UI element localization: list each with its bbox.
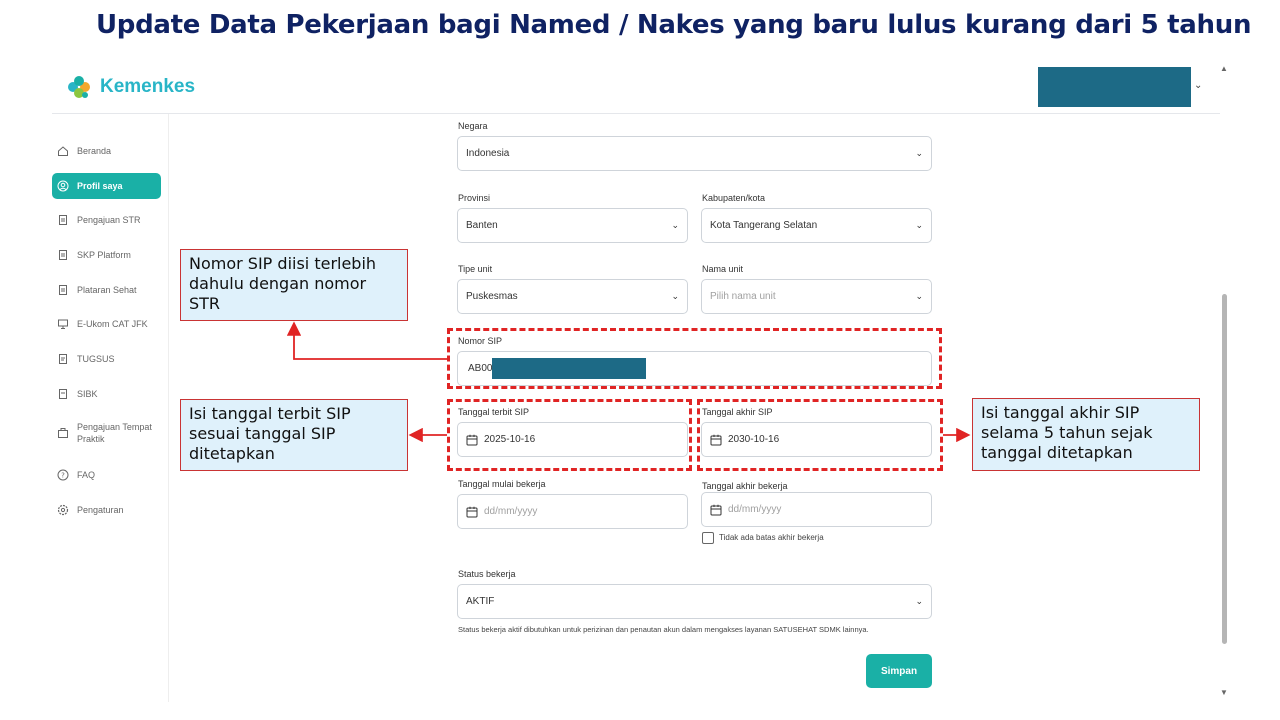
sidebar-item-skp-platform[interactable] xyxy=(52,242,161,268)
negara-value: Indonesia xyxy=(466,148,510,159)
sidebar-item-label: SKP Platform xyxy=(77,250,131,260)
sidebar-item-tugsus[interactable] xyxy=(52,346,161,372)
provinsi-select[interactable] xyxy=(457,208,688,243)
sidebar-item-pengajuan-str[interactable] xyxy=(52,207,161,233)
sidebar-item-label: E-Ukom CAT JFK xyxy=(77,319,148,329)
chevron-down-icon: ⌄ xyxy=(915,596,923,606)
callout-end-date: Isi tanggal akhir SIP selama 5 tahun sejak tanggal ditetapkan xyxy=(972,398,1200,471)
kabupaten-value: Kota Tangerang Selatan xyxy=(710,220,818,231)
sidebar-item-label: Pengajuan Tempat Praktik xyxy=(77,422,152,444)
sidebar xyxy=(52,114,169,702)
home-icon xyxy=(57,145,69,157)
tanggal-terbit-sip-label: Tanggal terbit SIP xyxy=(458,407,530,417)
briefcase-icon xyxy=(57,427,69,439)
chevron-down-icon: ⌄ xyxy=(915,220,923,230)
tanggal-mulai-bekerja-label: Tanggal mulai bekerja xyxy=(458,479,546,489)
sidebar-item-sibk[interactable] xyxy=(52,381,161,407)
kemenkes-logo-icon xyxy=(64,72,94,102)
sidebar-item-pengaturan[interactable] xyxy=(52,497,161,523)
nomor-sip-value: AB00 xyxy=(468,363,493,374)
svg-text:?: ? xyxy=(61,471,65,480)
scroll-down-arrow-icon[interactable]: ▼ xyxy=(1220,688,1228,697)
user-circle-icon xyxy=(57,180,69,192)
nomor-sip-highlight xyxy=(447,328,942,389)
sidebar-item-e-ukom[interactable] xyxy=(52,311,161,337)
status-bekerja-label: Status bekerja xyxy=(458,569,516,579)
tanggal-mulai-bekerja-input[interactable] xyxy=(457,494,688,529)
document-icon xyxy=(57,388,69,400)
tanggal-akhir-highlight xyxy=(697,399,943,471)
sidebar-item-label: Beranda xyxy=(77,146,112,156)
slide-title: Update Data Pekerjaan bagi Named / Nakes yang baru lulus kurang dari 5 tahun xyxy=(96,10,1252,40)
tanggal-akhir-bekerja-placeholder: dd/mm/yyyy xyxy=(728,504,782,515)
question-icon xyxy=(57,469,69,481)
callout-issue-date: Isi tanggal terbit SIP sesuai tanggal SIP ditetapkan xyxy=(180,399,408,471)
logo-text: Kemenkes xyxy=(100,76,196,97)
sidebar-item-label: Pengaturan xyxy=(77,505,124,515)
sidebar-item-plataran-sehat[interactable] xyxy=(52,277,161,303)
kabupaten-select[interactable] xyxy=(701,208,932,243)
tipe-unit-select[interactable] xyxy=(457,279,688,314)
chevron-down-icon: ⌄ xyxy=(671,291,679,301)
kemenkes-logo[interactable] xyxy=(64,72,195,102)
tanggal-terbit-sip-value: 2025-10-16 xyxy=(484,434,536,445)
no-end-date-label: Tidak ada batas akhir bekerja xyxy=(719,533,824,542)
document-icon xyxy=(57,214,69,226)
scrollbar-thumb[interactable] xyxy=(1222,294,1227,644)
status-help-text: Status bekerja aktif dibutuhkan untuk perizinan dan penautan akun dalam mengakses layanan SATUSEHAT SDMK lainnya. xyxy=(458,625,869,634)
status-bekerja-select[interactable] xyxy=(457,584,932,619)
chevron-down-icon: ⌄ xyxy=(915,291,923,301)
tipe-unit-value: Puskesmas xyxy=(466,291,518,302)
document-icon xyxy=(57,249,69,261)
sidebar-item-pengajuan-tempat-praktik[interactable] xyxy=(52,416,161,450)
chevron-down-icon[interactable]: ⌄ xyxy=(1194,80,1203,91)
nama-unit-select[interactable] xyxy=(701,279,932,314)
status-bekerja-value: AKTIF xyxy=(466,596,495,607)
tanggal-akhir-bekerja-input[interactable] xyxy=(701,492,932,527)
gear-icon xyxy=(57,504,69,516)
sidebar-item-label: Plataran Sehat xyxy=(77,285,137,295)
chevron-down-icon: ⌄ xyxy=(671,220,679,230)
nomor-sip-label: Nomor SIP xyxy=(458,336,503,346)
provinsi-value: Banten xyxy=(466,220,498,231)
nama-unit-label: Nama unit xyxy=(702,264,744,274)
monitor-icon xyxy=(57,318,69,330)
sidebar-item-label: Profil saya xyxy=(77,181,123,191)
callout-sip-number: Nomor SIP diisi terlebih dahulu dengan nomor STR xyxy=(180,249,408,321)
document-icon xyxy=(57,284,69,296)
tanggal-mulai-bekerja-placeholder: dd/mm/yyyy xyxy=(484,506,538,517)
chevron-down-icon: ⌄ xyxy=(915,148,923,158)
provinsi-label: Provinsi xyxy=(458,193,491,203)
calendar-icon xyxy=(466,506,478,518)
calendar-icon xyxy=(710,504,722,516)
kabupaten-label: Kabupaten/kota xyxy=(702,193,766,203)
nama-unit-placeholder: Pilih nama unit xyxy=(710,291,776,302)
sidebar-item-profil-saya[interactable] xyxy=(52,173,161,199)
user-menu-redacted[interactable] xyxy=(1038,67,1191,107)
tanggal-akhir-bekerja-label: Tanggal akhir bekerja xyxy=(702,481,788,491)
top-bar xyxy=(52,62,1220,114)
tipe-unit-label: Tipe unit xyxy=(458,264,493,274)
sidebar-item-label: FAQ xyxy=(77,470,96,480)
sidebar-item-faq[interactable] xyxy=(52,462,161,488)
negara-select[interactable] xyxy=(457,136,932,171)
sidebar-item-beranda[interactable] xyxy=(52,138,161,164)
negara-label: Negara xyxy=(458,121,488,131)
scroll-up-arrow-icon[interactable]: ▲ xyxy=(1220,64,1228,73)
tanggal-akhir-sip-value: 2030-10-16 xyxy=(728,434,780,445)
tanggal-akhir-sip-label: Tanggal akhir SIP xyxy=(702,407,773,417)
sidebar-item-label: Pengajuan STR xyxy=(77,215,141,225)
sidebar-item-label: TUGSUS xyxy=(77,354,115,364)
save-button[interactable]: Simpan xyxy=(866,654,932,688)
no-end-date-checkbox[interactable] xyxy=(702,532,714,544)
folder-icon xyxy=(57,353,69,365)
tanggal-terbit-highlight xyxy=(447,399,692,471)
sidebar-item-label: SIBK xyxy=(77,389,98,399)
